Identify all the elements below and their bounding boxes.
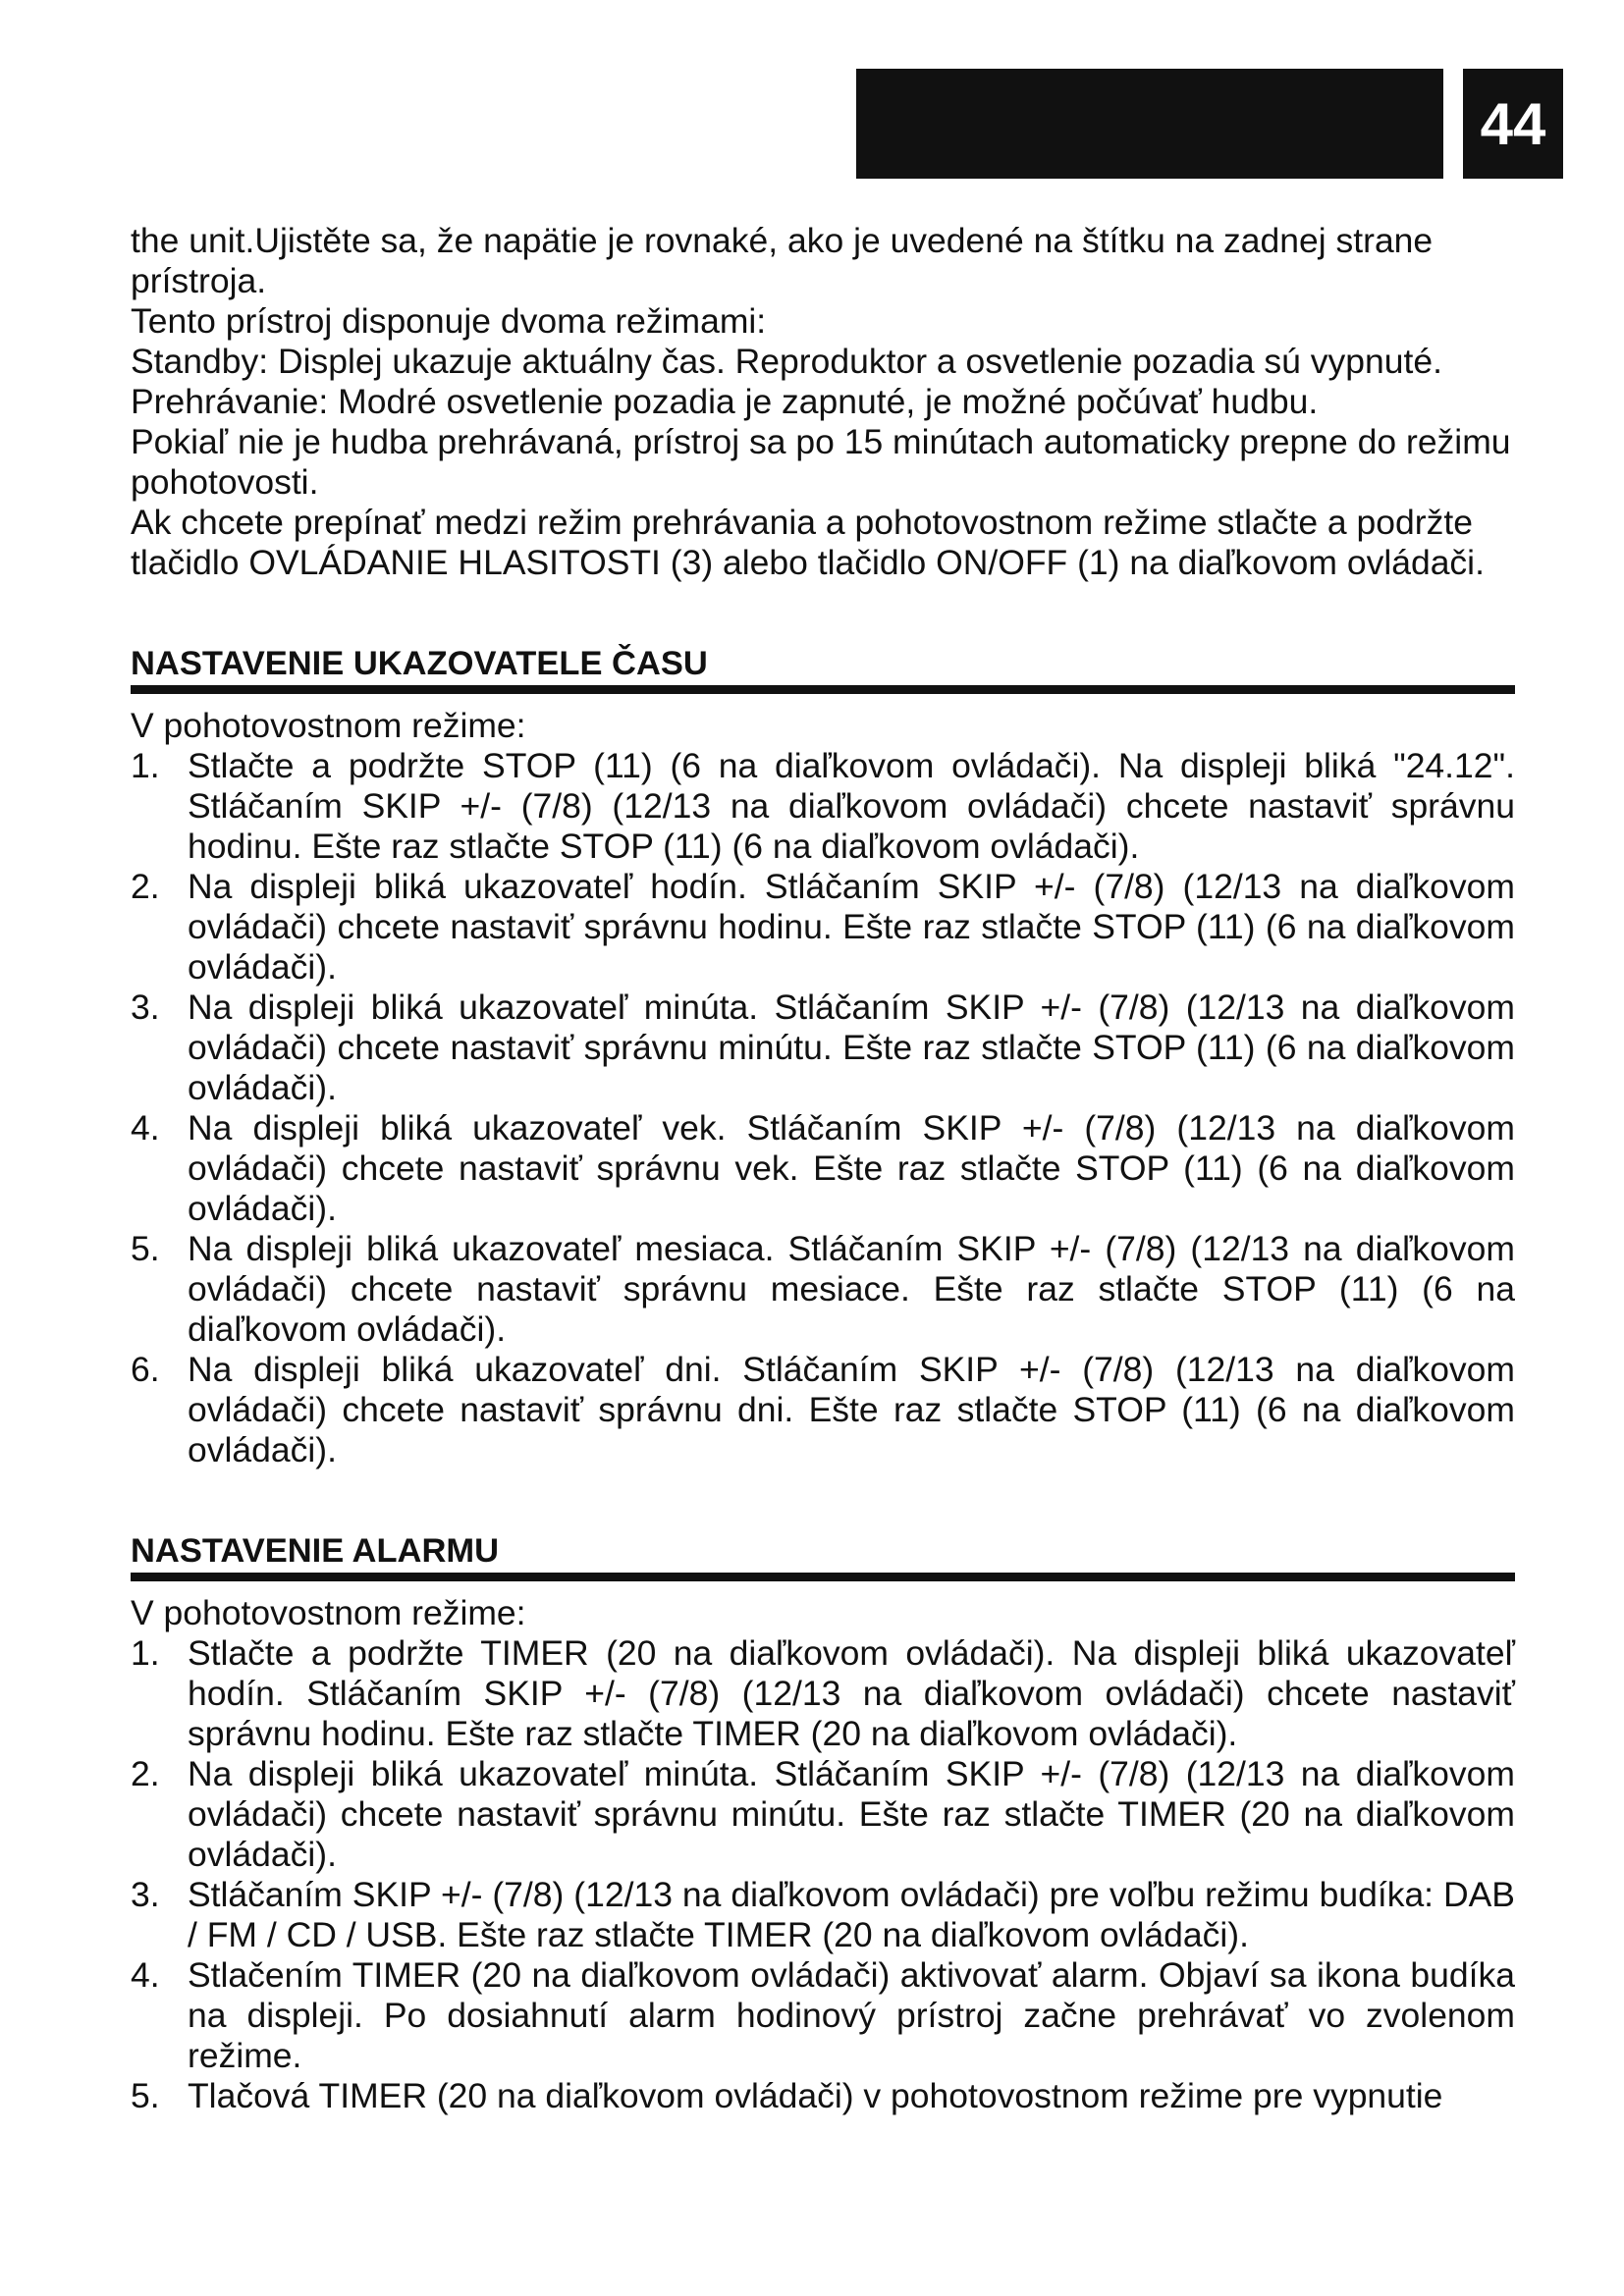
list-item	[131, 746, 1515, 867]
step-text: Stláčaním SKIP +/- (7/8) (12/13 na diaľkovom ovládači) pre voľbu režimu budíka: DAB / FM / CD / USB. Ešte raz stlačte TIMER (20 na diaľkovom ovládači).	[188, 1875, 1515, 1954]
step-number: 3.	[131, 988, 160, 1027]
intro-block	[131, 221, 1515, 583]
step-text: Na displeji bliká ukazovateľ minúta. Stláčaním SKIP +/- (7/8) (12/13 na diaľkovom ovládači) chcete nastaviť správnu minútu. Ešte raz stlačte TIMER (20 na diaľkovom ovládači).	[188, 1754, 1515, 1874]
step-number: 5.	[131, 1229, 160, 1268]
step-number: 2.	[131, 1754, 160, 1793]
intro-paragraph: Prehrávanie: Modré osvetlenie pozadia je zapnuté, je možné počúvať hudbu.	[131, 382, 1319, 421]
step-text: Stlačením TIMER (20 na diaľkovom ovládači) aktivovať alarm. Objaví sa ikona budíka na displeji. Po dosiahnutí alarm hodinový prístroj začne prehrávať vo zvolenom režime.	[188, 1955, 1515, 2075]
section-time-setting	[131, 644, 1515, 1470]
intro-paragraph: Standby: Displej ukazuje aktuálny čas. Reproduktor a osvetlenie pozadia sú vypnuté.	[131, 342, 1442, 381]
list-item	[131, 1633, 1515, 1754]
intro-paragraph: Tento prístroj disponuje dvoma režimami:	[131, 301, 767, 341]
list-item	[131, 988, 1515, 1108]
section-divider	[131, 685, 1515, 694]
step-number: 1.	[131, 746, 160, 785]
steps-list	[131, 746, 1515, 1470]
steps-list	[131, 1633, 1515, 2116]
step-number: 6.	[131, 1350, 160, 1389]
list-item	[131, 2076, 1515, 2116]
section-heading: NASTAVENIE UKAZOVATELE ČASU	[131, 645, 708, 682]
step-text: Stlačte a podržte TIMER (20 na diaľkovom ovládači). Na displeji bliká ukazovateľ hodín. Stláčaním SKIP +/- (7/8) (12/13 na diaľkovom ovládači) chcete nastaviť správnu hodinu. Ešte raz stlačte TIMER (20 na diaľkovom ovládači).	[188, 1633, 1515, 1753]
intro-paragraph: Pokiaľ nie je hudba prehrávaná, prístroj sa po 15 minútach automaticky prepne do režimu pohotovosti.	[131, 422, 1511, 502]
section-lead: V pohotovostnom režime:	[131, 1593, 526, 1632]
step-number: 5.	[131, 2076, 160, 2115]
step-text: Na displeji bliká ukazovateľ minúta. Stláčaním SKIP +/- (7/8) (12/13 na diaľkovom ovládači) chcete nastaviť správnu minútu. Ešte raz stlačte STOP (11) (6 na diaľkovom ovládači).	[188, 988, 1515, 1107]
step-text: Na displeji bliká ukazovateľ dni. Stláčaním SKIP +/- (7/8) (12/13 na diaľkovom ovládači) chcete nastaviť správnu dni. Ešte raz stlačte STOP (11) (6 na diaľkovom ovládači).	[188, 1350, 1515, 1469]
page-content	[131, 221, 1515, 2116]
section-heading: NASTAVENIE ALARMU	[131, 1532, 500, 1570]
section-divider	[131, 1573, 1515, 1581]
step-text: Na displeji bliká ukazovateľ mesiaca. Stláčaním SKIP +/- (7/8) (12/13 na diaľkovom ovládači) chcete nastaviť správnu mesiace. Ešte raz stlačte STOP (11) (6 na diaľkovom ovládači).	[188, 1229, 1515, 1349]
step-number: 4.	[131, 1108, 160, 1148]
list-item	[131, 867, 1515, 988]
section-lead: V pohotovostnom režime:	[131, 706, 526, 745]
intro-paragraph: Ak chcete prepínať medzi režim prehrávania a pohotovostnom režime stlačte a podržte tlačidlo OVLÁDANIE HLASITOSTI (3) alebo tlačidlo ON/OFF (1) na diaľkovom ovládači.	[131, 503, 1485, 582]
step-text: Stlačte a podržte STOP (11) (6 na diaľkovom ovládači). Na displeji bliká "24.12". Stláčaním SKIP +/- (7/8) (12/13 na diaľkovom ovládači) chcete nastaviť správnu hodinu. Ešte raz stlačte STOP (11) (6 na diaľkovom ovládači).	[188, 746, 1515, 866]
page-number: 44	[1463, 69, 1563, 179]
step-number: 4.	[131, 1955, 160, 1995]
section-alarm-setting	[131, 1531, 1515, 2116]
list-item	[131, 1955, 1515, 2076]
list-item	[131, 1350, 1515, 1470]
list-item	[131, 1229, 1515, 1350]
step-number: 2.	[131, 867, 160, 906]
step-text: Na displeji bliká ukazovateľ hodín. Stláčaním SKIP +/- (7/8) (12/13 na diaľkovom ovládači) chcete nastaviť správnu hodinu. Ešte raz stlačte STOP (11) (6 na diaľkovom ovládači).	[188, 867, 1515, 987]
step-number: 1.	[131, 1633, 160, 1673]
step-number: 3.	[131, 1875, 160, 1914]
list-item	[131, 1875, 1515, 1955]
list-item	[131, 1754, 1515, 1875]
step-text: Na displeji bliká ukazovateľ vek. Stláčaním SKIP +/- (7/8) (12/13 na diaľkovom ovládači) chcete nastaviť správnu vek. Ešte raz stlačte STOP (11) (6 na diaľkovom ovládači).	[188, 1108, 1515, 1228]
step-text: Tlačová TIMER (20 na diaľkovom ovládači) v pohotovostnom režime pre vypnutie	[188, 2076, 1443, 2115]
intro-paragraph: the unit.Ujistěte sa, že napätie je rovnaké, ako je uvedené na štítku na zadnej strane prístroja.	[131, 221, 1434, 300]
header-bar	[856, 69, 1443, 179]
list-item	[131, 1108, 1515, 1229]
